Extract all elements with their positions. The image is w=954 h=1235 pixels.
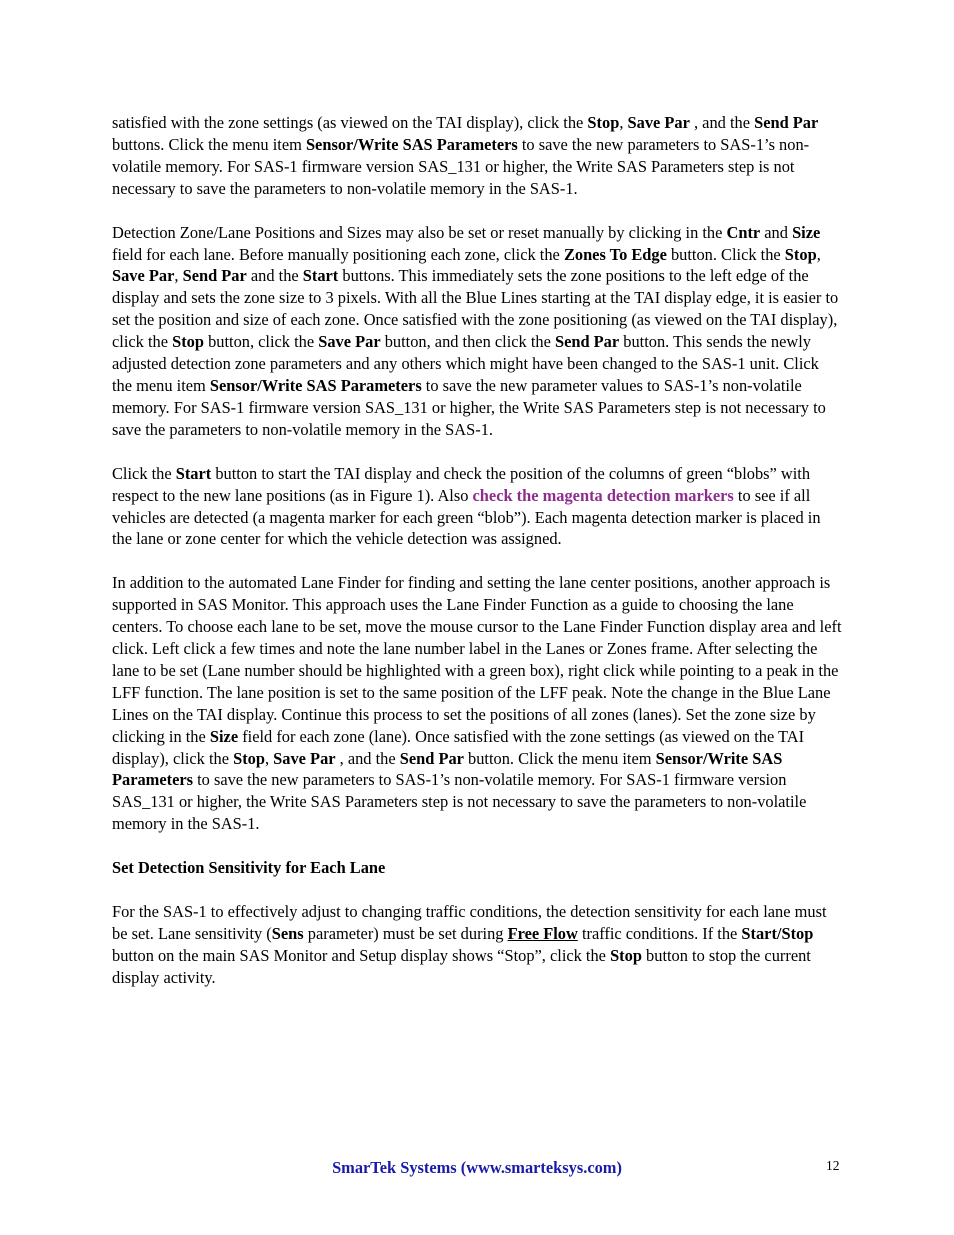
start-term: Start	[175, 463, 212, 483]
paragraph-zone-settings: satisfied with the zone settings (as viewed on the TAI display), click the Stop, Save Par , and the Send Par buttons. Click the menu item Sensor/Write SAS Parameters to save the new parameters to SAS-1’s non-volatile memory. For SAS-1 firmware version SAS_131 or higher, the Write SAS Parameters step is not necessary to save the parameters to non-volatile memory in the SAS-1.	[112, 113, 819, 198]
page-footer	[0, 1156, 954, 1180]
menu-item-term: Sensor/Write SAS Parameters	[112, 748, 783, 790]
menu-item-term: Sensor/Write SAS Parameters	[209, 375, 422, 395]
paragraph-start-check: Click the Start button to start the TAI display and check the position of the columns of green “blobs” with respect to the new lane positions (as in Figure 1). Also check the magenta detection markers to see if all vehicles are detected (a magenta marker for each green “blob”). Each magenta detection marker is placed in the lane or zone center for which the vehicle detection was assigned.	[112, 463, 821, 549]
send-par-term: Send Par	[754, 113, 819, 132]
stop-term: Stop	[233, 748, 265, 768]
free-flow-term: Free Flow	[507, 924, 578, 943]
zones-to-edge-term: Zones To Edge	[563, 244, 667, 264]
footer-company: SmarTek Systems (www.smarteksys.com)	[332, 1158, 622, 1177]
send-par-term: Send Par	[399, 748, 464, 768]
magenta-markers-highlight: check the magenta detection markers	[472, 485, 734, 505]
paragraph-sensitivity: For the SAS-1 to effectively adjust to changing traffic conditions, the detection sensitivity for each lane must be set. Lane sensitivity (Sens parameter) must be set during Free Flow traffic conditions. If the Start/Stop button on the main SAS Monitor and Setup display shows “Stop”, click the Stop button to stop the current display activity.	[112, 902, 827, 987]
sens-term: Sens	[271, 924, 304, 943]
cntr-term: Cntr	[726, 222, 761, 242]
stop-term: Stop	[610, 945, 642, 965]
size-term: Size	[792, 222, 821, 242]
menu-item-term: Sensor/Write SAS Parameters	[305, 134, 518, 154]
stop-term: Stop	[172, 332, 204, 352]
paragraph-lane-finder: In addition to the automated Lane Finder for finding and setting the lane center positions, another approach is supported in SAS Monitor. This approach uses the Lane Finder Function as a guide to choosing the lane centers. To choose each lane to be set, move the mouse cursor to the Lane Finder Function display area and left click. Left click a few times and note the lane number label in the Lanes or Zones frame. After selecting the lane to be set (Lane number should be highlighted with a green box), right click while pointing to a peak in the LFF function. The lane position is set to the same position of the LFF peak. Note the change in the Blue Lane Lines on the TAI display. Continue this process to set the positions of all zones (lanes). Set the zone size by clicking in the Size field for each zone (lane). Once satisfied with the zone settings (as viewed on the TAI display), click the Stop, Save Par , and the Send Par button. Click the menu item Sensor/Write SAS Parameters to save the new parameters to SAS-1’s non-volatile memory. For SAS-1 firmware version SAS_131 or higher, the Write SAS Parameters step is not necessary to save the parameters to non-volatile memory in the SAS-1.	[112, 573, 842, 834]
save-par-term: Save Par	[318, 332, 381, 352]
paragraph-manual-positioning: Detection Zone/Lane Positions and Sizes may also be set or reset manually by clicking in the Cntr and Size field for each lane. Before manually positioning each zone, click the Zones To Edge button. Click the Stop, Save Par, Send Par and the Start buttons. This immediately sets the zone positions to the left edge of the display and sets the zone size to 3 pixels. With all the Blue Lines starting at the TAI display edge, it is easier to set the position and size of each zone. Once satisfied with the zone positioning (as viewed on the TAI display), click the Stop button, click the Save Par button, and then click the Send Par button. This sends the newly adjusted detection zone parameters and any others which might have been changed to the SAS-1 unit. Click the menu item Sensor/Write SAS Parameters to save the new parameter values to SAS-1’s non-volatile memory. For SAS-1 firmware version SAS_131 or higher, the Write SAS Parameters step is not necessary to save the parameters to non-volatile memory in the SAS-1.	[112, 222, 839, 439]
start-term: Start	[302, 266, 339, 286]
send-par-term: Send Par	[182, 266, 247, 286]
size-term: Size	[209, 726, 239, 746]
save-par-term: Save Par	[273, 748, 336, 768]
document-body	[112, 112, 842, 1011]
stop-term: Stop	[784, 244, 817, 264]
send-par-term: Send Par	[554, 332, 620, 352]
save-par-term: Save Par	[627, 113, 690, 132]
start-stop-term: Start/Stop	[741, 924, 814, 943]
page-number: 12	[826, 1158, 840, 1173]
section-heading: Set Detection Sensitivity for Each Lane	[112, 858, 386, 878]
save-par-term: Save Par	[112, 266, 175, 286]
stop-term: Stop	[587, 113, 620, 132]
